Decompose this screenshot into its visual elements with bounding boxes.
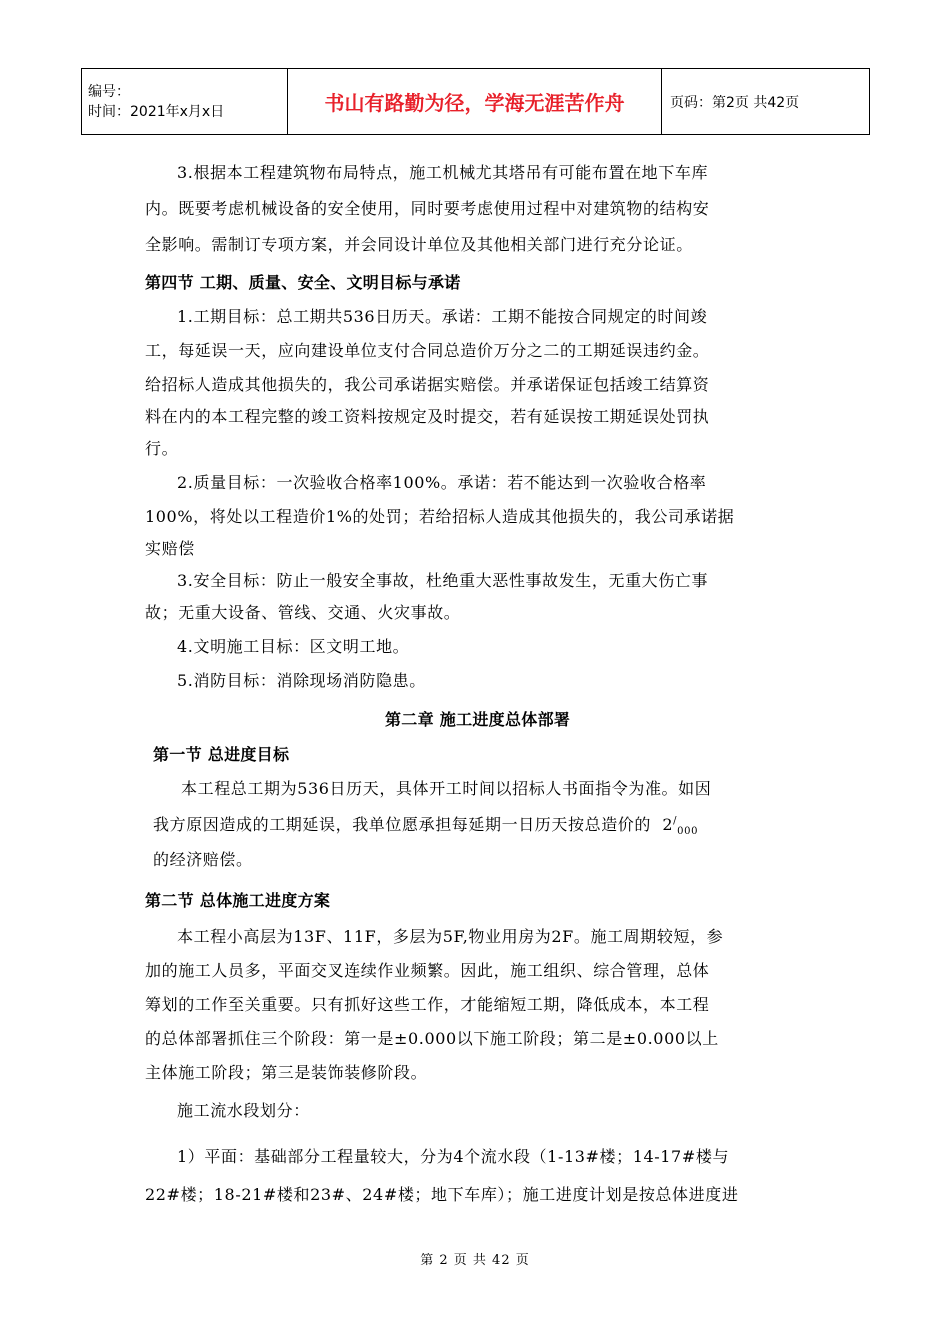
paragraph-line: 的总体部署抓住三个阶段：第一是±0.000以下施工阶段；第二是±0.000以上 [145, 1029, 719, 1048]
paragraph-line: 2.质量目标：一次验收合格率100%。承诺：若不能达到一次验收合格率 [177, 473, 707, 492]
paragraph-line: 1）平面：基础部分工程量较大，分为4个流水段（1-13#楼；14-17#楼与 [177, 1147, 730, 1166]
chapter-heading: 第二章 施工进度总体部署 [385, 710, 571, 729]
paragraph-line: 内。既要考虑机械设备的安全使用，同时要考虑使用过程中对建筑物的结构安 [145, 199, 710, 218]
paragraph-line: 本工程小高层为13F、11F，多层为5F,物业用房为2F。施工周期较短，参 [177, 927, 724, 946]
paragraph-line: 给招标人造成其他损失的，我公司承诺据实赔偿。并承诺保证包括竣工结算资 [145, 375, 710, 394]
paragraph-line: 3.安全目标：防止一般安全事故，杜绝重大恶性事故发生，无重大伤亡事 [177, 571, 709, 590]
paragraph-line: 100%，将处以工程造价1%的处罚；若给招标人造成其他损失的，我公司承诺据 [145, 507, 735, 526]
paragraph-line: 故；无重大设备、管线、交通、火灾事故。 [145, 603, 461, 622]
paragraph-line: 施工流水段划分： [177, 1101, 310, 1120]
paragraph-line: 的经济赔偿。 [153, 850, 253, 869]
paragraph-line: 本工程总工期为536日历天，具体开工时间以招标人书面指令为准。如因 [181, 779, 712, 798]
paragraph-line: 22#楼；18-21#楼和23#、24#楼；地下车库）；施工进度计划是按总体进度进 [145, 1185, 739, 1204]
header-page-label: 页码：第2页 共42页 [662, 69, 870, 135]
paragraph-line: 5.消防目标：消除现场消防隐患。 [177, 671, 426, 690]
document-time-label: 时间：2021年x月x日 [88, 103, 225, 120]
paragraph-line: 料在内的本工程完整的竣工资料按规定及时提交，若有延误按工期延误处罚执 [145, 407, 710, 426]
paragraph-line: 主体施工阶段；第三是装饰装修阶段。 [145, 1063, 428, 1082]
paragraph-line: 3.根据本工程建筑物布局特点，施工机械尤其塔吊有可能布置在地下车库 [177, 163, 709, 182]
section-heading: 第一节 总进度目标 [153, 745, 290, 764]
paragraph-line: 1.工期目标：总工期共536日历天。承诺：工期不能按合同规定的时间竣 [177, 307, 708, 326]
rate-fraction: $2^/_{000}$ [662, 815, 699, 838]
section-heading: 第四节 工期、质量、安全、文明目标与承诺 [145, 273, 461, 292]
paragraph-line: 行。 [145, 439, 179, 458]
header-left-cell [82, 69, 288, 135]
header-motto: 书山有路勤为径，学海无涯苦作舟 [288, 69, 662, 135]
paragraph-line: 加的施工人员多，平面交叉连续作业频繁。因此，施工组织、综合管理，总体 [145, 961, 710, 980]
paragraph-line: 4.文明施工目标：区文明工地。 [177, 637, 410, 656]
paragraph-line: 实赔偿 [145, 539, 195, 558]
page-footer: 第 2 页 共 42 页 [420, 1253, 530, 1268]
paragraph-text: 我方原因造成的工期延误，我单位愿承担每延期一日历天按总造价的 [153, 815, 652, 834]
paragraph-line: 筹划的工作至关重要。只有抓好这些工作，才能缩短工期，降低成本，本工程 [145, 995, 710, 1014]
paragraph-line: 全影响。需制订专项方案，并会同设计单位及其他相关部门进行充分论证。 [145, 235, 693, 254]
paragraph-line [153, 812, 698, 837]
header-table [81, 68, 870, 135]
paragraph-line: 工，每延误一天，应向建设单位支付合同总造价万分之二的工期延误违约金。 [145, 341, 710, 360]
document-number-label: 编号： [88, 83, 130, 100]
section-heading: 第二节 总体施工进度方案 [145, 891, 331, 910]
